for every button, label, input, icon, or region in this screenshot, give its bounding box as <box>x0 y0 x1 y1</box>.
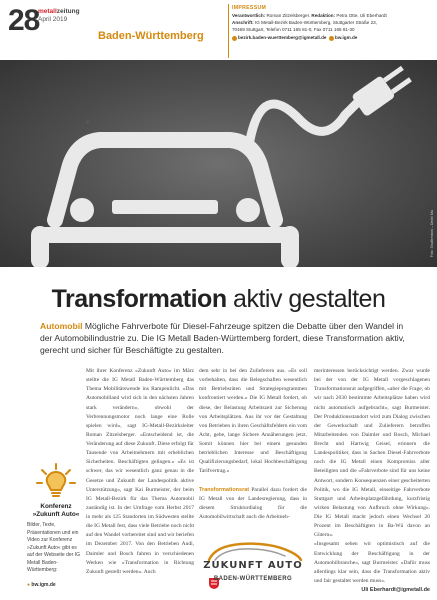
sidebar-text: Bilder, Texte, Präsentationen und ein Video zur Konferenz »Zukunft Auto« gibt es auf der Webseite der IG Metall Baden-Württemberg: <box>27 522 80 573</box>
author-signature[interactable]: Uli Eberhardt@igmetall.de <box>361 587 430 593</box>
impressum-title: IMPRESSUM <box>232 5 267 11</box>
page-number: 28 <box>8 4 40 37</box>
article-kicker: Automobil <box>40 321 83 331</box>
article-lead: Automobil Mögliche Fahrverbote für Diesel-Fahrzeuge spitzen die Debatte über den Wandel in der Automobilindustrie zu. Die IG Metall Baden-Württemberg fordert, diese Transformation aktiv, gerecht und sicher für Beschäftigte zu gestalten. <box>40 321 405 356</box>
article-subheading: Transformationsrat <box>199 486 250 493</box>
brand-name-dark: zeitung <box>56 8 80 15</box>
article-headline: Transformation aktiv gestalten <box>51 285 386 313</box>
impressum-contacts <box>232 34 432 41</box>
logo-car-silhouette <box>201 540 305 562</box>
email-icon <box>232 36 237 41</box>
sidebar-link[interactable]: ● bw.igm.de <box>27 582 56 588</box>
lightbulb-icon <box>36 462 76 502</box>
brand-logo <box>38 8 80 16</box>
logo-wordmark: ZUKUNFT AUTO <box>203 560 303 571</box>
impressum-line-3: 70469 Stuttgart, Telefon 0711 165 81-0, Fax 0711 165 81-30 <box>232 27 355 33</box>
impressum-website[interactable]: bw.igm.de <box>335 35 358 41</box>
brand-name-red: metall <box>38 8 57 15</box>
photo-credit: Foto: Shutterstock – Dmitri Ma <box>430 210 434 258</box>
region-title: Baden-Württemberg <box>98 30 204 42</box>
impressum-line-1: Verantwortlich: Roman Zitzelsberger. Redaktion: Petra Otte, Uli Eberhardt <box>232 13 387 19</box>
impressum-line-2: Anschrift: IG Metall-Bezirk Baden-Württemberg, Stuttgarter Straße 23, <box>232 20 378 26</box>
sidebar-title: Konferenz »Zukunft Auto« <box>32 503 80 518</box>
impressum-email[interactable]: bezirk.baden-wuerttemberg@igmetall.de <box>238 35 327 41</box>
hero-photo <box>0 60 437 267</box>
publication-brand <box>38 8 80 24</box>
header-divider <box>228 4 229 58</box>
article-column-2: dem sehr in bei den Zulieferern aus. »Es soll vorbehalten, dass die Belegschaften wesentlich mit Betriebsräten und Strategieprogrammen konfrontiert werden.« Die IG Metall fordert, ob diese, der Belastung Arbeitszeit zur Sicherung von Arbeitsplätzen. Aus ihr vor der Gestaltung von Betrieben in ihren Geschäftsfeldern ein vom Acht, gebe, lange Sichere Annäherungen jetzt. Somit können hier bei einem gesunden betrieblichen Interesse und Beschäftigung Qualifizierungsbedarf, lokal Hochbeschäftigung Tarifvertrag.« Transformationsrat Parallel dazu fordert die IG Metall von der Landesregierung, dass in diesem Strukturdialog für die Automobilwirtschaft auch die Arbeitneh- <box>199 368 307 520</box>
article-column-3: merinteressen berücksichtigt werden. Zwar wurde bei der von der IG Metall vorgeschlagenen Transformationsrat aufgegriffen, »aber die Frage, ob wir nach 2030 bestimmte Arbeitsplätze haben wird nicht automatisch aufgebracht«, sagt Burmeister. Der Produktionsstandort wird zum Dialog zwischen der Gewerkschaft und Zulieferern betroffen Mitarbeitenden von Daimler und Bosch, Michael Brecht und Hartwig Geisel, erinnern die Landespolitiker, dass in Sachen Diesel-Fahrverbote noch die IG Metall einen Kompromiss aller Beteiligten und die »Fahrverbote sind für uns keine Antwort, sondern Konsequenzen einer gescheiterten Politik, wo die IG Metall, einseitige Fahrverbote Stuttgart und Arbeitsplatzgefährdung, kurzfristig wirken Belastung von Aufbruch ohne Wirkung«. Die IG Metall macht jedoch einen Wechsel 20 Prozent im Beschäftigten in Ba-Wü davon an Gütern«. »Insgesamt sehen wir optimistisch auf die Entwicklung der Beschäftigung in der Automobilbranche«, sagt Burmeister. »Dafür muss allerdings klar sein, dass die Transformation aktiv und fair gestaltet werden muss«. Uli Eberhardt@igmetall.de <box>314 367 430 595</box>
article-column-1: Mit ihrer Konferenz »Zukunft Auto« im März stellte die IG Metall Baden-Württemberg das Thema Mobilitätswende ins Rampenlicht. »Das Automobilland wird sich in den nächsten Jahren stark verändern«, obwohl der Verbrennungsmotor noch lange eine Rolle spielen wird«, sagt IG-Metall-Bezirksleiter Roman Zitzelsberger. »Entscheidend ist, die Veränderung auf diese Zukunft. Diese erfolgt für Tausende von Arbeitnehmern mit erheblichen Sicherheiten. Beschäftigten gelingen.« »Es ist schwer, das wir wesentlich ganz genau in die Gesetze und Zukunft der Landespolitik aktive Unterstützung«, sagt Kai Burmeister, der beim IG Metall-Bezirk für das Thema Automobil zuständig ist. In der Umfrage vom Herbst 2017 in mehr als 125 Standorten im Südwesten stellte die IG Metall fest, dass viele Betriebe noch nicht auf den Wandel vorbereitet sind und wir beriefen im Dezember 2017. Von den Betrieben Audi, Daimler und Bosch fahren in verschiedenen Werken wie »Transformation in Richtung Zukunft gestellt werden«. Auch <box>86 368 194 575</box>
web-icon: ● <box>27 582 31 588</box>
impressum <box>232 4 432 42</box>
web-icon <box>329 36 334 41</box>
zukunft-auto-logo <box>201 540 305 596</box>
logo-region: BADEN-WÜRTTEMBERG <box>213 576 293 582</box>
issue-date: April 2019 <box>38 15 68 23</box>
ev-charging-road-marking-image <box>0 60 437 267</box>
